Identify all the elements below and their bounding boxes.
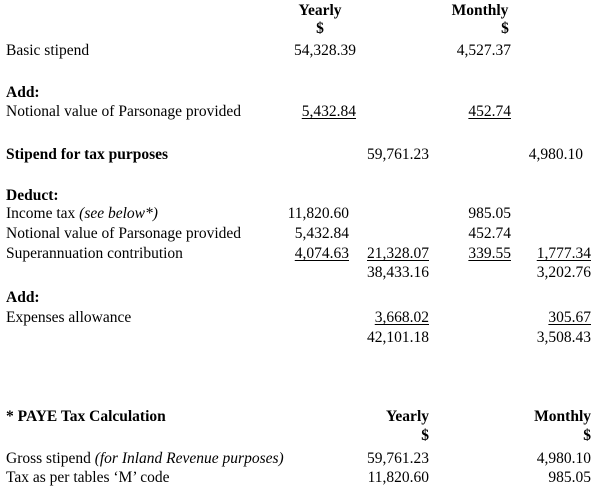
tax-tables-monthly: 985.05 — [548, 469, 591, 486]
superannuation-label: Superannuation contribution — [6, 245, 183, 262]
paye-monthly-currency: $ — [583, 427, 591, 444]
expenses-total-monthly: 3,508.43 — [536, 329, 591, 346]
basic-stipend-label: Basic stipend — [6, 42, 90, 59]
deduct-net-yearly: 38,433.16 — [367, 264, 429, 281]
deduct-net-monthly: 3,202.76 — [536, 264, 591, 281]
income-tax-monthly: 985.05 — [468, 205, 511, 222]
deduct-parsonage-label: Notional value of Parsonage provided — [6, 225, 242, 242]
expenses-allowance-yearly: 3,668.02 — [374, 309, 429, 326]
superannuation-yearly: 4,074.63 — [294, 245, 349, 262]
basic-stipend-yearly: 54,328.39 — [294, 42, 356, 59]
header-monthly: Monthly — [451, 2, 509, 19]
tax-tables-yearly: 11,820.60 — [367, 469, 429, 486]
paye-yearly-currency: $ — [421, 427, 429, 444]
parsonage-yearly: 5,432.84 — [301, 103, 356, 120]
income-tax-yearly: 11,820.60 — [287, 205, 349, 222]
header-yearly: Yearly — [298, 2, 342, 19]
paye-heading: * PAYE Tax Calculation — [6, 408, 166, 425]
tax-purposes-monthly: 4,980.10 — [528, 146, 583, 163]
tax-purposes-label: Stipend for tax purposes — [6, 146, 169, 163]
paye-monthly-header: Monthly — [534, 408, 591, 425]
income-tax-label: Income tax (see below*) — [6, 205, 158, 222]
gross-stipend-monthly: 4,980.10 — [536, 450, 591, 467]
expenses-total-yearly: 42,101.18 — [367, 329, 429, 346]
tax-tables-label: Tax as per tables ‘M’ code — [6, 469, 170, 486]
parsonage-monthly: 452.74 — [468, 103, 511, 120]
tax-purposes-yearly: 59,761.23 — [367, 146, 429, 163]
deduct-total-monthly: 1,777.34 — [536, 245, 591, 262]
gross-stipend-yearly: 59,761.23 — [367, 450, 429, 467]
parsonage-label: Notional value of Parsonage provided — [6, 103, 242, 120]
gross-stipend-note: (for Inland Revenue purposes) — [94, 450, 284, 467]
header-monthly-currency: $ — [501, 20, 509, 37]
expenses-allowance-label: Expenses allowance — [6, 309, 132, 326]
header-yearly-currency: $ — [316, 20, 324, 37]
superannuation-monthly: 339.55 — [468, 245, 511, 262]
deduct-heading: Deduct: — [6, 187, 59, 204]
add-expenses-heading: Add: — [6, 289, 40, 306]
deduct-total-yearly: 21,328.07 — [367, 245, 429, 262]
gross-stipend-label: Gross stipend (for Inland Revenue purposes) — [6, 450, 284, 467]
expenses-allowance-monthly: 305.67 — [548, 309, 591, 326]
deduct-parsonage-monthly: 452.74 — [468, 225, 511, 242]
add-heading: Add: — [6, 84, 40, 101]
paye-yearly-header: Yearly — [385, 408, 429, 425]
basic-stipend-monthly: 4,527.37 — [456, 42, 511, 59]
deduct-parsonage-yearly: 5,432.84 — [294, 225, 349, 242]
income-tax-note: (see below*) — [79, 205, 158, 222]
